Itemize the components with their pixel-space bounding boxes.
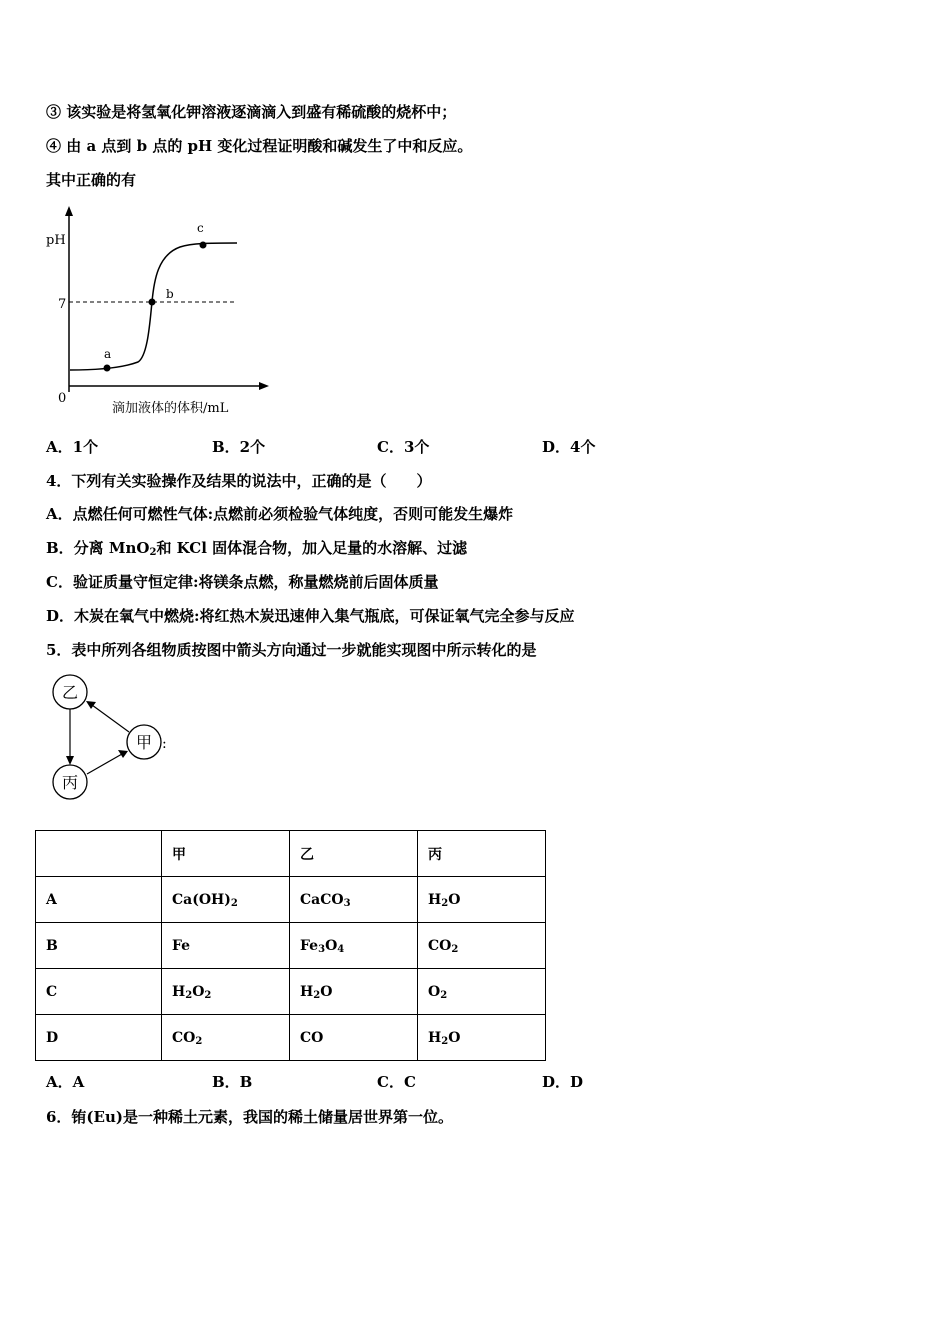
point-b [149,299,156,306]
q5-option-b: B．B [212,1073,253,1091]
origin-label: 0 [58,391,67,406]
table-row-label: D [36,1015,162,1061]
formula-part: H [172,983,186,1000]
table-row [36,1015,546,1061]
point-a [104,365,111,372]
q3-option-a: A．1个 [46,438,99,456]
q3-option-c: C．3个 [377,438,430,456]
arrow-jia-to-yi-head [86,701,96,709]
node-jia-trailing-mark: : [162,736,167,752]
point-a-label: a [104,347,112,361]
q5-option-c: C．C [377,1073,416,1091]
formula-part: Ca(OH) [172,891,231,908]
table-row [36,923,546,969]
table-row-label: A [36,877,162,923]
q3-option-d: D．4个 [542,438,596,456]
formula-part: CaCO [300,891,344,908]
point-c [200,242,207,249]
table-row [36,969,546,1015]
ref-tick-label: 7 [58,297,67,312]
ph-curve-chart [40,200,280,420]
formula-part: H [300,983,314,1000]
y-axis-label: pH [46,233,66,248]
node-bing-label: 丙 [61,773,79,792]
formula-cell [162,969,290,1015]
q5-option-a: A．A [46,1073,85,1091]
formula-part: O [325,937,338,954]
formula-subscript: 3 [318,943,326,955]
formula-part: O [448,1029,461,1046]
formula-subscript: 2 [313,989,321,1001]
formula-part: CO [172,1029,196,1046]
formula-part: Fe [300,937,319,954]
formula-part: Fe [172,937,191,954]
table-header-cell: 乙 [290,831,418,877]
formula-subscript: 3 [343,897,351,909]
formula-part: O [192,983,205,1000]
q5-option-d: D．D [542,1073,584,1091]
q4-option-b: B．分离 MnO$_2$和 KCl 固体混合物，加入足量的水溶解、过滤 [46,539,468,558]
formula-subscript: 2 [441,897,449,909]
arrow-jia-to-yi [92,705,129,732]
formula-cell [162,877,290,923]
statement-4: ④ 由 a 点到 b 点的 pH 变化过程证明酸和碱发生了中和反应。 [46,137,473,155]
formula-subscript: 2 [185,989,193,1001]
table-header-cell [36,831,162,877]
table-row-label: C [36,969,162,1015]
formula-part: O [428,983,441,1000]
q5-substance-table [35,830,546,1061]
formula-cell [418,969,546,1015]
table-header-cell: 丙 [418,831,546,877]
formula-cell [290,1015,418,1061]
table-row [36,877,546,923]
q3-option-b: B．2个 [212,438,266,456]
formula-subscript: 2 [195,1035,203,1047]
formula-cell [162,923,290,969]
q6-question: 6．铕(Eu)是一种稀土元素，我国的稀土储量居世界第一位。 [46,1108,453,1126]
formula-cell [418,1015,546,1061]
node-jia-label: 甲 [135,733,153,752]
formula-subscript: 2 [204,989,212,1001]
y-axis-arrow [65,206,73,216]
arrow-yi-to-bing-head [66,756,74,765]
formula-cell [290,923,418,969]
table-header-cell: 甲 [162,831,290,877]
ph-curve [70,243,237,370]
q5-question: 5．表中所列各组物质按图中箭头方向通过一步就能实现图中所示转化的是 [46,641,537,659]
statement-3: ③ 该实验是将氢氧化钾溶液逐滴滴入到盛有稀硫酸的烧杯中； [46,103,457,121]
arrow-bing-to-jia-head [118,750,128,758]
q4-option-d: D．木炭在氧气中燃烧:将红热木炭迅速伸入集气瓶底，可保证氧气完全参与反应 [46,607,575,625]
arrow-bing-to-jia [87,754,122,774]
q4-option-c: C．验证质量守恒定律:将镁条点燃，称量燃烧前后固体质量 [46,573,439,591]
formula-subscript: 2 [451,943,459,955]
q4-option-a: A．点燃任何可燃性气体:点燃前必须检验气体纯度，否则可能发生爆炸 [46,505,514,523]
formula-part: CO [428,937,452,954]
formula-subscript: 2 [230,897,238,909]
conversion-cycle-diagram [44,668,174,808]
x-axis-arrow [259,382,269,390]
formula-cell [418,877,546,923]
formula-subscript: 2 [440,989,448,1001]
formula-cell [418,923,546,969]
formula-part: O [448,891,461,908]
formula-subscript: 4 [337,943,345,955]
point-c-label: c [197,221,204,235]
formula-part: H [428,891,442,908]
table-row-label: B [36,923,162,969]
q4-question: 4．下列有关实验操作及结果的说法中，正确的是（ ） [46,472,432,490]
x-axis-label: 滴加液体的体积/mL [112,401,229,416]
q3-prompt: 其中正确的有 [46,171,137,189]
point-b-label: b [166,287,174,301]
formula-subscript: 2 [441,1035,449,1047]
formula-cell [162,1015,290,1061]
formula-part: H [428,1029,442,1046]
node-yi-label: 乙 [61,683,79,702]
formula-cell [290,877,418,923]
formula-part: O [320,983,333,1000]
formula-part: CO [300,1029,324,1046]
table-header-row [36,831,546,877]
formula-cell [290,969,418,1015]
